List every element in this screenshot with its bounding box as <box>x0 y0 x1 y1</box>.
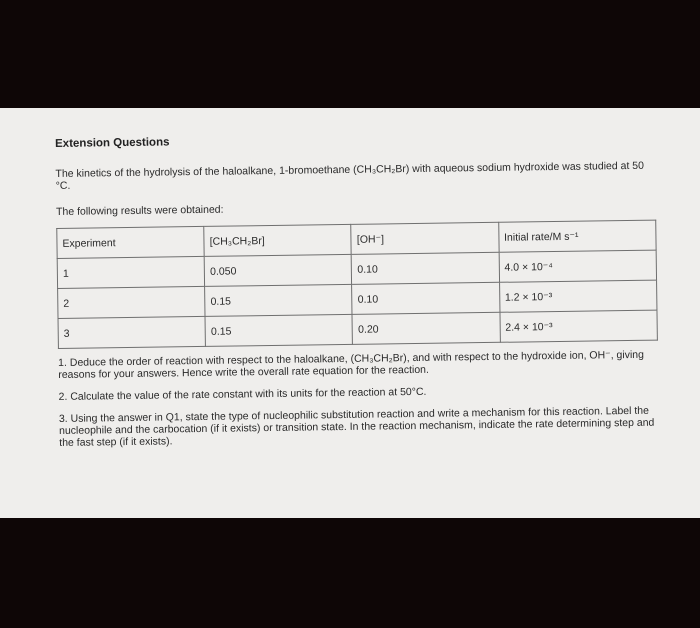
header-experiment: Experiment <box>57 226 205 258</box>
header-hydroxide-conc: [OH⁻] <box>351 222 499 254</box>
header-haloalkane-conc: [CH₃CH₂Br] <box>204 224 352 256</box>
cell-experiment: 2 <box>58 286 206 318</box>
cell-initial-rate: 1.2 × 10⁻³ <box>499 280 657 312</box>
cell-initial-rate: 4.0 × 10⁻⁴ <box>499 250 657 282</box>
cell-experiment: 3 <box>58 316 206 348</box>
cell-haloalkane-conc: 0.050 <box>204 254 352 286</box>
worksheet-page <box>0 108 700 518</box>
cell-haloalkane-conc: 0.15 <box>205 314 353 346</box>
question-3: 3. Using the answer in Q1, state the type of nucleophilic substitution reaction and write a mechanism for this reaction. Label the nucleophile and the carbocation (if it exists) or transition state. In the reaction mechanism, indicate the rate determining step and the fast step (if it exists). <box>58 404 655 449</box>
kinetics-table <box>56 220 658 349</box>
header-initial-rate: Initial rate/M s⁻¹ <box>498 220 656 252</box>
question-2: 2. Calculate the value of the rate constant with its units for the reaction at 50°C. <box>58 385 427 403</box>
results-caption: The following results were obtained: <box>55 203 224 218</box>
intro-paragraph: The kinetics of the hydrolysis of the haloalkane, 1-bromoethane (CH₃CH₂Br) with aqueous sodium hydroxide was studied at 50 °C. <box>55 159 645 192</box>
page-title: Extension Questions <box>55 136 170 150</box>
cell-initial-rate: 2.4 × 10⁻³ <box>500 310 658 342</box>
cell-hydroxide-conc: 0.10 <box>352 282 500 314</box>
cell-hydroxide-conc: 0.10 <box>352 252 500 284</box>
cell-hydroxide-conc: 0.20 <box>352 312 500 344</box>
cell-experiment: 1 <box>57 256 205 288</box>
cell-haloalkane-conc: 0.15 <box>205 284 353 316</box>
question-1: 1. Deduce the order of reaction with respect to the haloalkane, (CH₃CH₂Br), and with respect to the hydroxide ion, OH⁻, giving reasons for your answers. Hence write the overall rate equation for the reaction. <box>58 348 645 381</box>
worksheet-content <box>55 130 664 449</box>
